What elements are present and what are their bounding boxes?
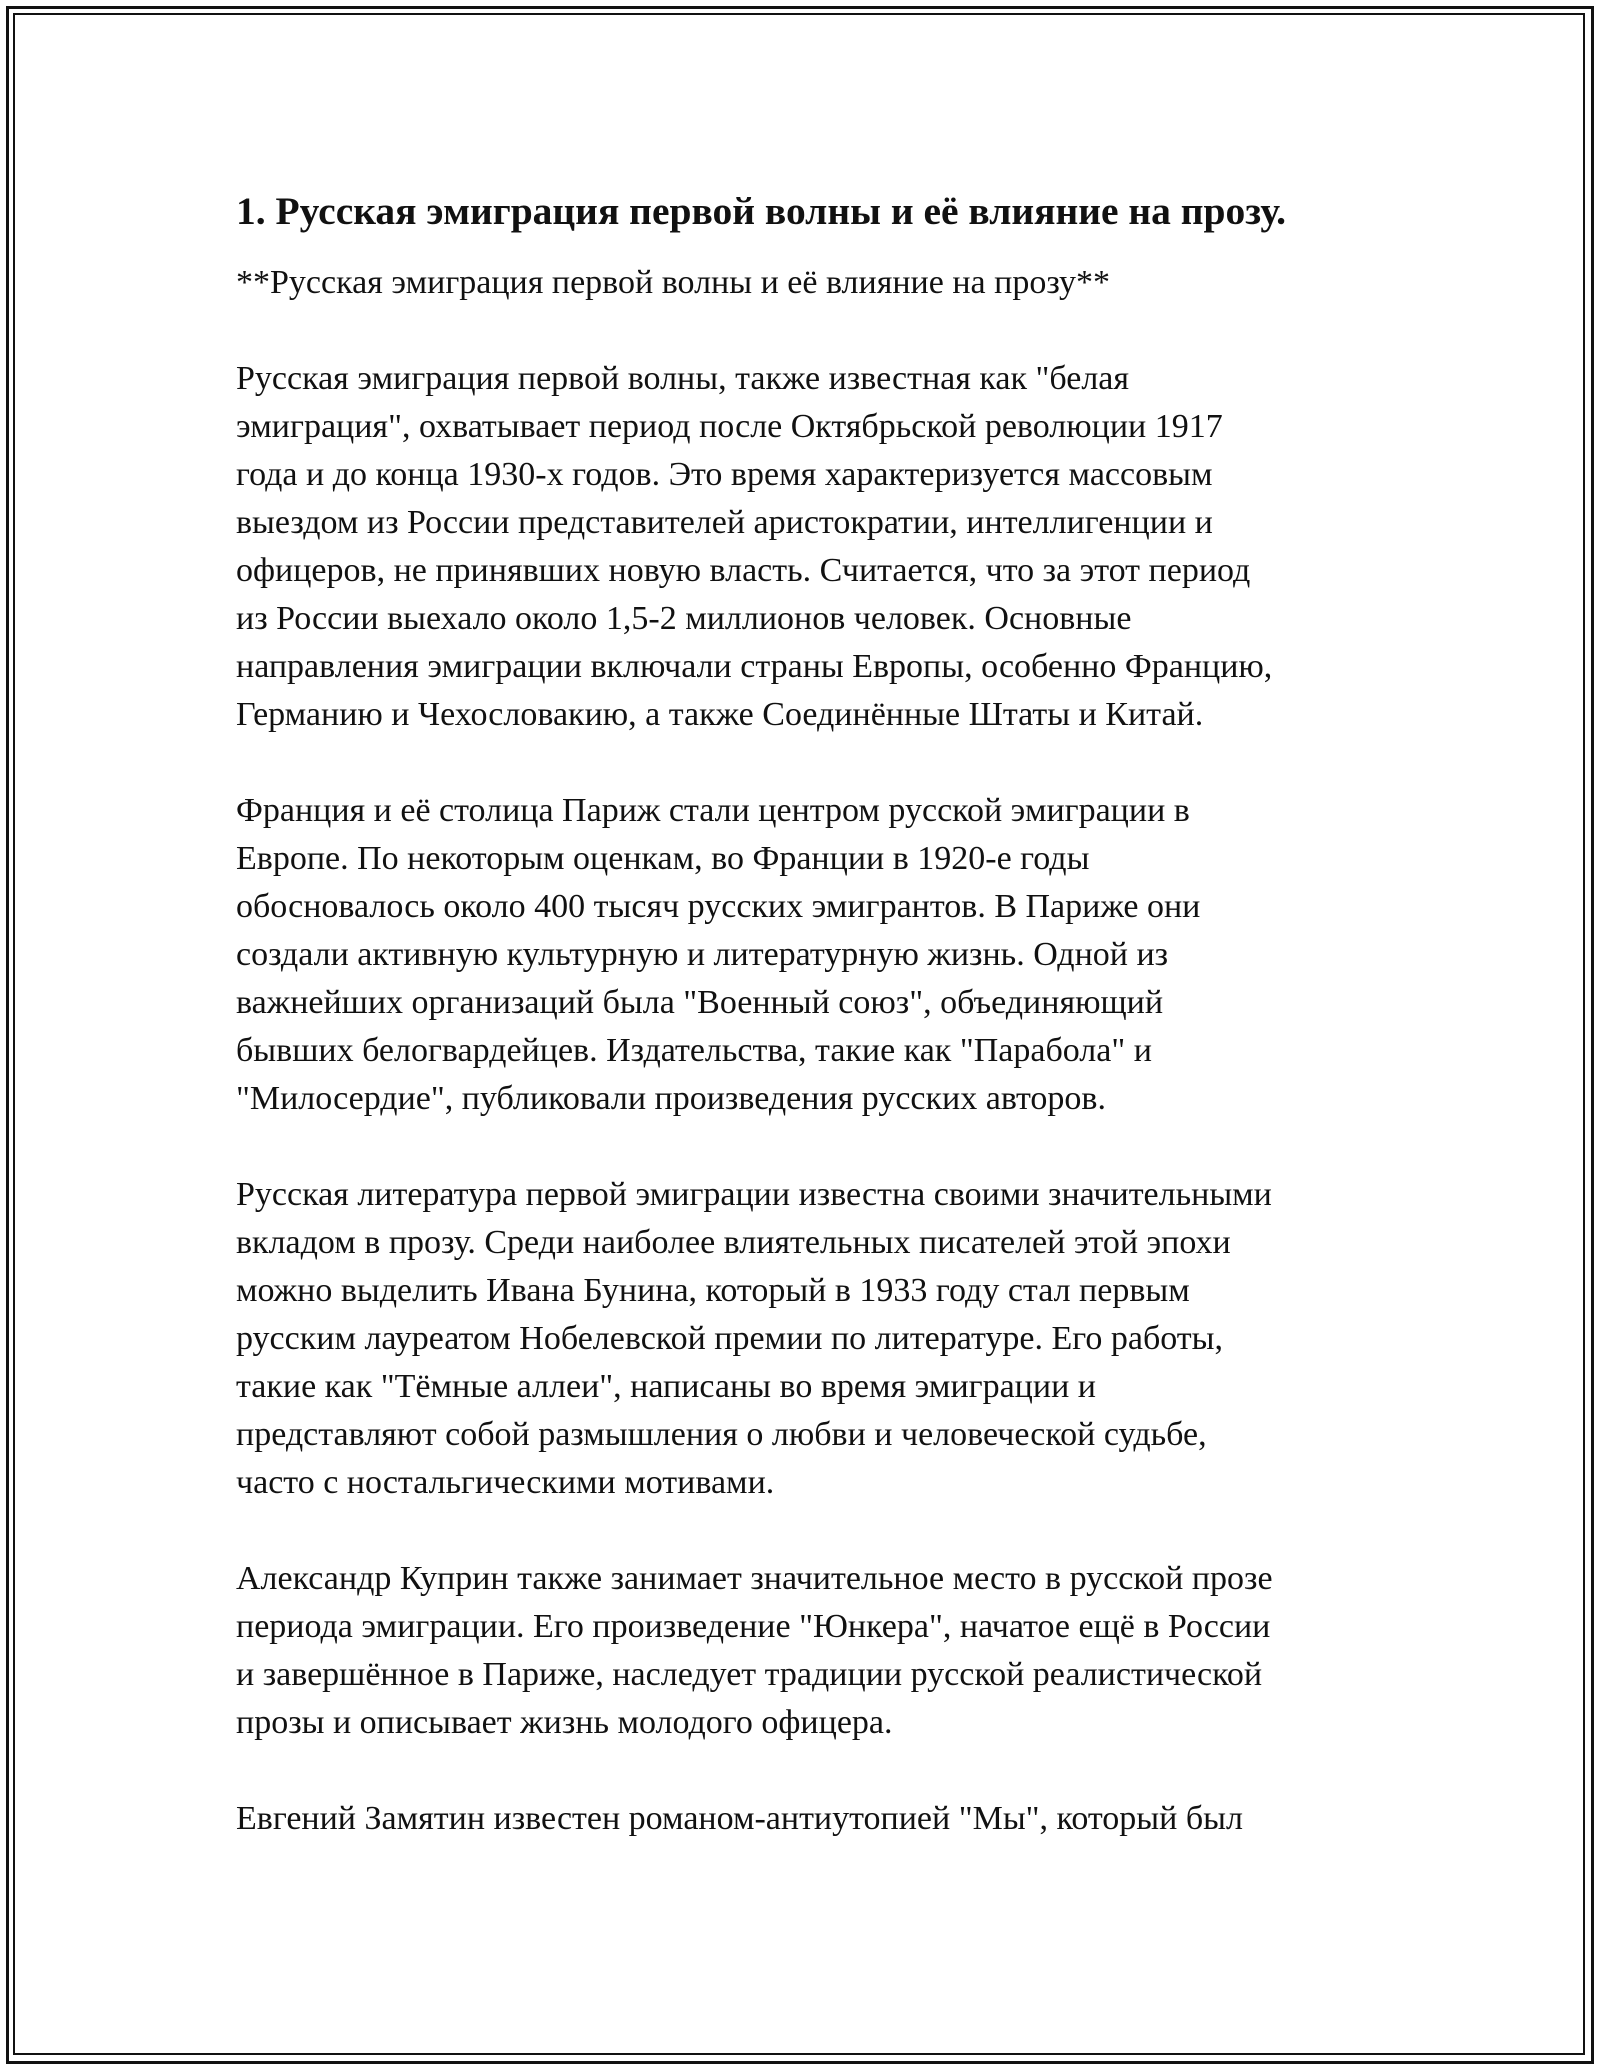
paragraph-2	[236, 787, 1376, 1123]
paragraph-3	[236, 1171, 1376, 1507]
document-subtitle: **Русская эмиграция первой волны и её влияние на прозу**	[236, 264, 1111, 301]
text-line: офицеров, не принявших новую власть. Считается, что за этот период	[236, 552, 1251, 589]
paragraph-1	[236, 355, 1376, 739]
text-line: прозы и описывает жизнь молодого офицера.	[236, 1704, 893, 1741]
text-line: года и до конца 1930-х годов. Это время характеризуется массовым	[236, 456, 1213, 493]
text-line: Франция и её столица Париж стали центром русской эмиграции в	[236, 792, 1190, 829]
text-line: русским лауреатом Нобелевской премии по литературе. Его работы,	[236, 1320, 1223, 1357]
text-line: из России выехало около 1,5-2 миллионов человек. Основные	[236, 600, 1132, 637]
text-line: обосновалось около 400 тысяч русских эмигрантов. В Париже они	[236, 888, 1201, 925]
text-line: создали активную культурную и литературную жизнь. Одной из	[236, 936, 1169, 973]
text-line: вкладом в прозу. Среди наиболее влиятельных писателей этой эпохи	[236, 1224, 1231, 1261]
text-line: Евгений Замятин известен романом-антиутопией "Мы", который был	[236, 1800, 1243, 1837]
text-line: периода эмиграции. Его произведение "Юнкера", начатое ещё в России	[236, 1608, 1271, 1645]
text-line: бывших белогвардейцев. Издательства, такие как "Парабола" и	[236, 1032, 1152, 1069]
text-line: Русская литература первой эмиграции известна своими значительными	[236, 1176, 1272, 1213]
text-line: Европе. По некоторым оценкам, во Франции в 1920-е годы	[236, 840, 1090, 877]
paragraph-5	[236, 1795, 1376, 1843]
text-line: часто с ностальгическими мотивами.	[236, 1464, 775, 1501]
text-line: выездом из России представителей аристократии, интеллигенции и	[236, 504, 1213, 541]
text-line: Германию и Чехословакию, а также Соединённые Штаты и Китай.	[236, 696, 1204, 733]
text-line: важнейших организаций была "Военный союз", объединяющий	[236, 984, 1164, 1021]
paragraph-4	[236, 1555, 1376, 1747]
document-body	[236, 187, 1376, 1843]
text-line: такие как "Тёмные аллеи", написаны во время эмиграции и	[236, 1368, 1096, 1405]
text-line: Александр Куприн также занимает значительное место в русской прозе	[236, 1560, 1273, 1597]
text-line: представляют собой размышления о любви и человеческой судьбе,	[236, 1416, 1207, 1453]
text-line: "Милосердие", публиковали произведения русских авторов.	[236, 1080, 1106, 1117]
document-title: 1. Русская эмиграция первой волны и её влияние на прозу.	[236, 189, 1286, 233]
text-line: и завершённое в Париже, наследует традиции русской реалистической	[236, 1656, 1263, 1693]
text-line: эмиграция", охватывает период после Октябрьской революции 1917	[236, 408, 1223, 445]
text-line: направления эмиграции включали страны Европы, особенно Францию,	[236, 648, 1273, 685]
text-line: можно выделить Ивана Бунина, который в 1933 году стал первым	[236, 1272, 1190, 1309]
text-line: Русская эмиграция первой волны, также известная как "белая	[236, 360, 1130, 397]
